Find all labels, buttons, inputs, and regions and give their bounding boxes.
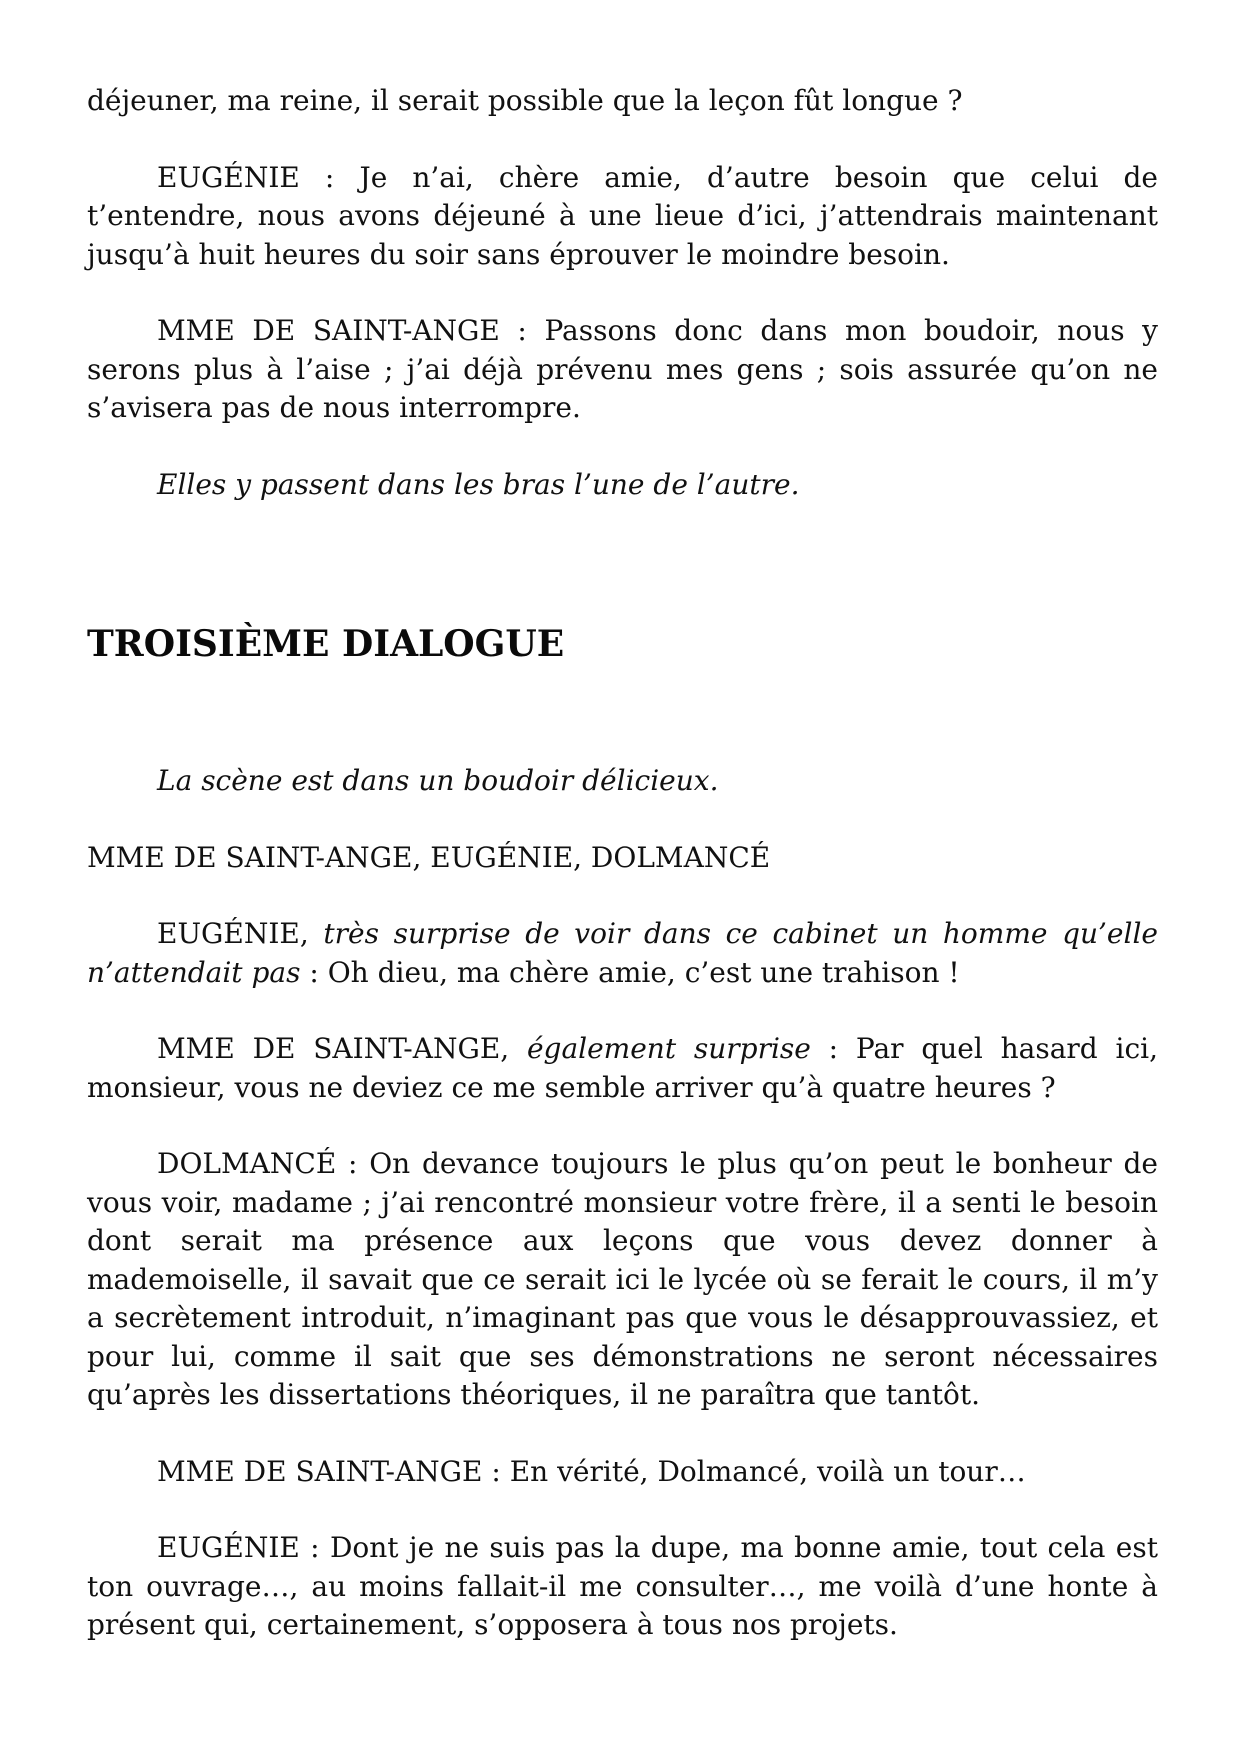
speaker-name: DOLMANCÉ : (157, 1147, 358, 1180)
paragraph-continuation: déjeuner, ma reine, il serait possible que la leçon fût longue ? (87, 84, 963, 117)
scene-characters: MME DE SAINT-ANGE, EUGÉNIE, DOLMANCÉ (87, 840, 771, 874)
dialogue-saint-ange-2 (87, 1030, 1158, 1107)
dialogue-dolmance-1 (87, 1145, 1158, 1415)
dialogue-text: Dont je ne suis pas la dupe, ma bonne amie, tout cela est ton ouvrage…, au moins fallait-il me consulter…, me voilà d’une honte à présent qui, certainement, s’opposera à tous nos projets. (87, 1531, 1158, 1641)
dialogue-text: En vérité, Dolmancé, voilà un tour… (509, 1454, 1026, 1488)
dialogue-text: : Par quel hasard ici, monsieur, vous ne deviez ce me semble arriver qu’à quatre heures ? (87, 1032, 1158, 1104)
scene-setting: La scène est dans un boudoir délicieux. (157, 764, 719, 797)
stage-direction-inline: très surprise de voir dans ce cabinet un homme qu’elle n’attendait pas (87, 917, 1158, 989)
dialogue-eugenie-2 (87, 915, 1158, 992)
speaker-name: EUGÉNIE : (157, 1531, 320, 1564)
dialogue-saint-ange-3 (87, 1453, 1158, 1492)
stage-direction: Elles y passent dans les bras l’une de l’autre. (157, 467, 800, 501)
speaker-name: MME DE SAINT-ANGE : (157, 314, 527, 347)
stage-direction-inline: également surprise (526, 1032, 811, 1065)
speaker-name: EUGÉNIE, (157, 917, 309, 950)
book-page (87, 82, 1158, 1645)
dialogue-text: Je n’ai, chère amie, d’autre besoin que celui de t’entendre, nous avons déjeuné à une lieue d’ici, j’attendrais maintenant jusqu’à huit heures du soir sans éprouver le moindre besoin. (87, 160, 1159, 271)
dialogue-eugenie-1 (87, 159, 1158, 275)
speaker-name: EUGÉNIE : (157, 160, 335, 194)
dialogue-eugenie-3 (87, 1529, 1158, 1645)
speaker-name: MME DE SAINT-ANGE : (157, 1454, 501, 1488)
dialogue-text: : Oh dieu, ma chère amie, c’est une trahison ! (309, 955, 960, 989)
chapter-heading: TROISIÈME DIALOGUE (87, 623, 565, 665)
dialogue-text: Passons donc dans mon boudoir, nous y serons plus à l’aise ; j’ai déjà prévenu mes gens ; sois assurée qu’on ne s’avisera pas de nous interrompre. (87, 314, 1158, 424)
dialogue-saint-ange-1 (87, 312, 1158, 428)
dialogue-text: On devance toujours le plus qu’on peut le bonheur de vous voir, madame ; j’ai rencontré monsieur votre frère, il a senti le besoin dont serait ma présence aux leçons que vous devez donner à mademoiselle, il savait que ce serait ici le lycée où se ferait le cours, il m’y a secrètement introduit, n’imaginant pas que vous le désapprouvassiez, et pour lui, comme il sait que ses démonstrations ne seront nécessaires qu’après les dissertations théoriques, il ne paraîtra que tantôt. (87, 1147, 1158, 1411)
speaker-name: MME DE SAINT-ANGE, (157, 1032, 510, 1065)
